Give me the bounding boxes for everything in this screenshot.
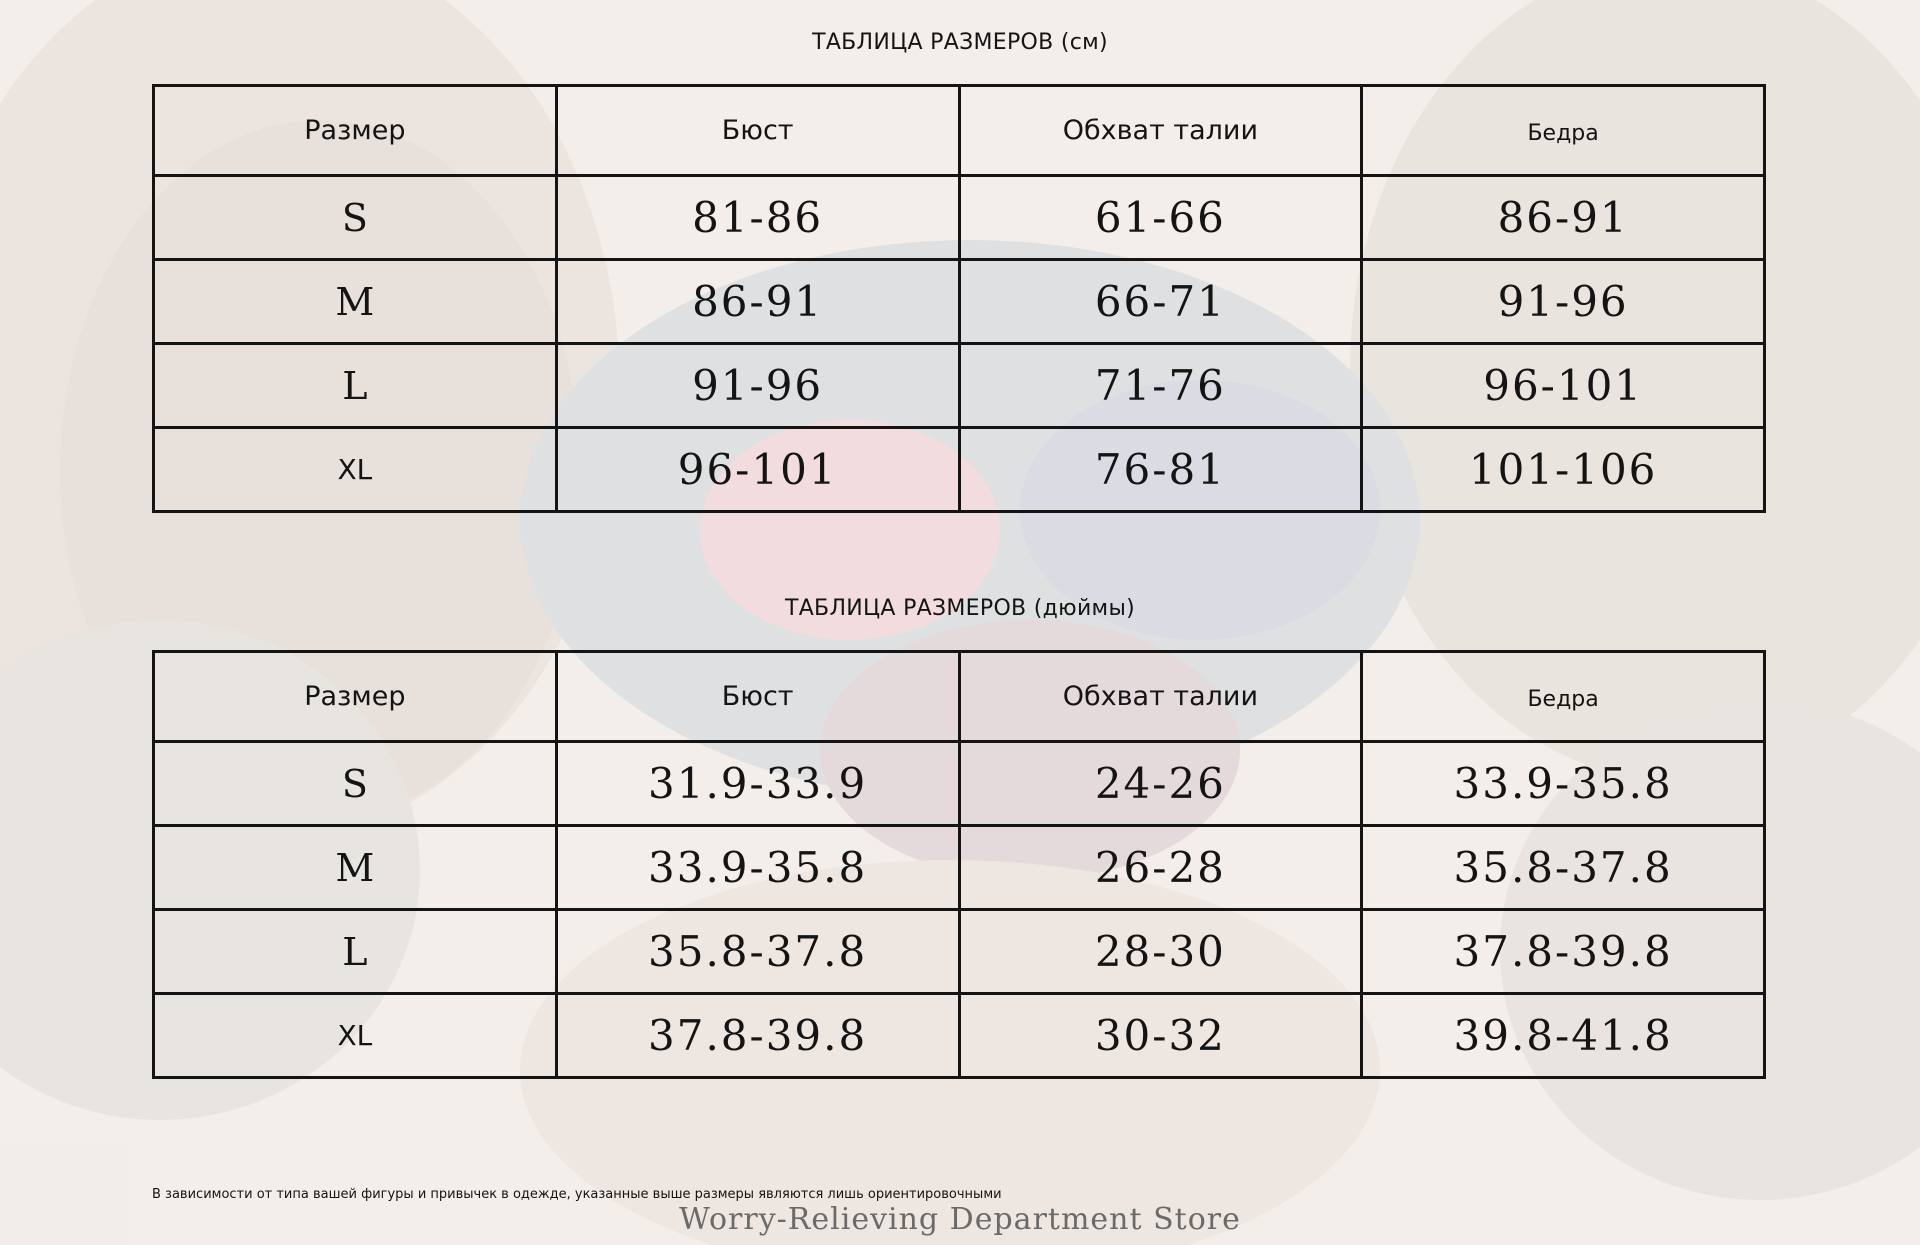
table-row	[154, 910, 1765, 994]
header-hips: Бедра	[1362, 652, 1765, 742]
header-bust: Бюст	[556, 652, 959, 742]
cell-hips: 39.8-41.8	[1362, 994, 1765, 1078]
table-row	[154, 742, 1765, 826]
header-size: Размер	[154, 652, 557, 742]
cell-waist: 76-81	[959, 428, 1362, 512]
cell-bust: 37.8-39.8	[556, 994, 959, 1078]
size-table-cm	[152, 84, 1766, 513]
cell-size: S	[154, 176, 557, 260]
cell-hips: 33.9-35.8	[1362, 742, 1765, 826]
header-hips: Бедра	[1362, 86, 1765, 176]
table-title-cm: ТАБЛИЦА РАЗМЕРОВ (см)	[812, 30, 1108, 55]
cell-hips: 37.8-39.8	[1362, 910, 1765, 994]
cell-hips: 35.8-37.8	[1362, 826, 1765, 910]
table-row	[154, 994, 1765, 1078]
table-header-row	[154, 86, 1765, 176]
cell-bust: 35.8-37.8	[556, 910, 959, 994]
cell-waist: 24-26	[959, 742, 1362, 826]
table-row	[154, 260, 1765, 344]
cell-bust: 81-86	[556, 176, 959, 260]
cell-waist: 71-76	[959, 344, 1362, 428]
cell-hips: 91-96	[1362, 260, 1765, 344]
table-row	[154, 176, 1765, 260]
cell-waist: 30-32	[959, 994, 1362, 1078]
cell-waist: 26-28	[959, 826, 1362, 910]
cell-bust: 96-101	[556, 428, 959, 512]
cell-size: M	[154, 260, 557, 344]
cell-bust: 31.9-33.9	[556, 742, 959, 826]
brand-watermark: Worry-Relieving Department Store	[679, 1202, 1241, 1237]
cell-hips: 86-91	[1362, 176, 1765, 260]
table-row	[154, 344, 1765, 428]
table-header-row	[154, 652, 1765, 742]
size-table-inches	[152, 650, 1766, 1079]
cell-size: XL	[154, 994, 557, 1078]
header-waist: Обхват талии	[959, 652, 1362, 742]
cell-hips: 96-101	[1362, 344, 1765, 428]
header-waist: Обхват талии	[959, 86, 1362, 176]
cell-size: S	[154, 742, 557, 826]
cell-waist: 28-30	[959, 910, 1362, 994]
cell-bust: 33.9-35.8	[556, 826, 959, 910]
table-title-inches: ТАБЛИЦА РАЗМЕРОВ (дюймы)	[784, 596, 1136, 621]
cell-size: XL	[154, 428, 557, 512]
header-bust: Бюст	[556, 86, 959, 176]
table-row	[154, 428, 1765, 512]
cell-hips: 101-106	[1362, 428, 1765, 512]
cell-bust: 86-91	[556, 260, 959, 344]
cell-size: M	[154, 826, 557, 910]
cell-size: L	[154, 344, 557, 428]
cell-bust: 91-96	[556, 344, 959, 428]
cell-size: L	[154, 910, 557, 994]
header-size: Размер	[154, 86, 557, 176]
table-row	[154, 826, 1765, 910]
disclaimer-note: В зависимости от типа вашей фигуры и привычек в одежде, указанные выше размеры являются лишь ориентировочными	[152, 1187, 1002, 1202]
cell-waist: 66-71	[959, 260, 1362, 344]
cell-waist: 61-66	[959, 176, 1362, 260]
